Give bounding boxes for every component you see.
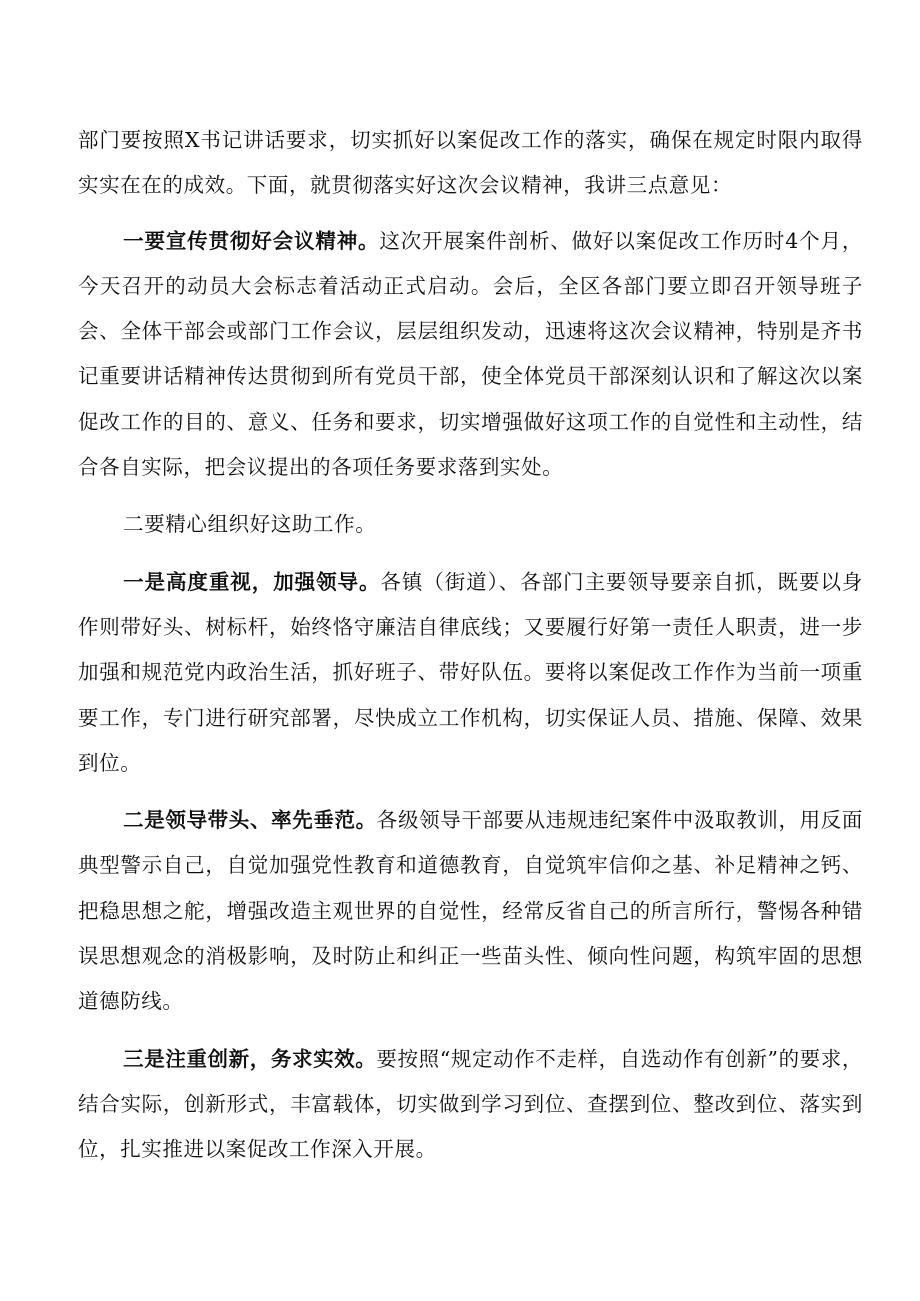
document-body	[78, 118, 863, 1173]
subpoint-two-heading: 二是领导带头、率先垂范。	[123, 808, 377, 833]
paragraph-point-one	[78, 219, 863, 491]
subpoint-three-body: 要按照“规定动作不走样，自选动作有创新”的要求，结合实际，创新形式，丰富载体，切实做到学习到位、查摆到位、整改到位、落实到位，扎实推进以案促改工作深入开展。	[78, 1046, 864, 1162]
subpoint-three-heading: 三是注重创新，务求实效。	[123, 1046, 377, 1071]
paragraph-intro: 部门要按照X书记讲话要求，切实抓好以案促改工作的落实，确保在规定时限内取得实实在在的成效。下面，就贯彻落实好这次会议精神，我讲三点意见：	[78, 128, 863, 198]
paragraph-point-two-heading	[78, 502, 863, 547]
paragraph-subpoint-two	[78, 798, 863, 1024]
paragraph-subpoint-one	[78, 560, 863, 786]
point-one-body: 这次开展案件剖析、做好以案促改工作历时4个月，今天召开的动员大会标志着活动正式启动。会后，全区各部门要立即召开领导班子会、全体干部会或部门工作会议，层层组织发动，迅速将这次会议精神，特别是齐书记重要讲话精神传达贯彻到所有党员干部，使全体党员干部深刻认识和了解这次以案促改工作的目的、意义、任务和要求，切实增强做好这项工作的自觉性和主动性，结合各自实际，把会议提出的各项任务要求落到实处。	[78, 228, 863, 480]
subpoint-two-body: 各级领导干部要从违规违纪案件中汲取教训，用反面典型警示自己，自觉加强党性教育和道德教育，自觉筑牢信仰之基、补足精神之钙、把稳思想之舵，增强改造主观世界的自觉性，经常反省自己的所言所行，警惕各种错误思想观念的消极影响，及时防止和纠正一些苗头性、倾向性问题，构筑牢固的思想道德防线。	[78, 808, 863, 1014]
subpoint-one-heading: 一是高度重视，加强领导。	[123, 569, 381, 594]
point-one-heading: 一要宣传贯彻好会议精神。	[123, 228, 380, 253]
subpoint-one-body: 各镇（街道）、各部门主要领导要亲自抓，既要以身作则带好头、树标杆，始终恪守廉洁自律底线；又要履行好第一责任人职责，进一步加强和规范党内政治生活，抓好班子、带好队伍。要将以案促改工作作为当前一项重要工作，专门进行研究部署，尽快成立工作机构，切实保证人员、措施、保障、效果到位。	[78, 569, 863, 775]
paragraph-subpoint-three	[78, 1037, 863, 1173]
point-two-heading: 二要精心组织好这助工作。	[123, 512, 377, 537]
